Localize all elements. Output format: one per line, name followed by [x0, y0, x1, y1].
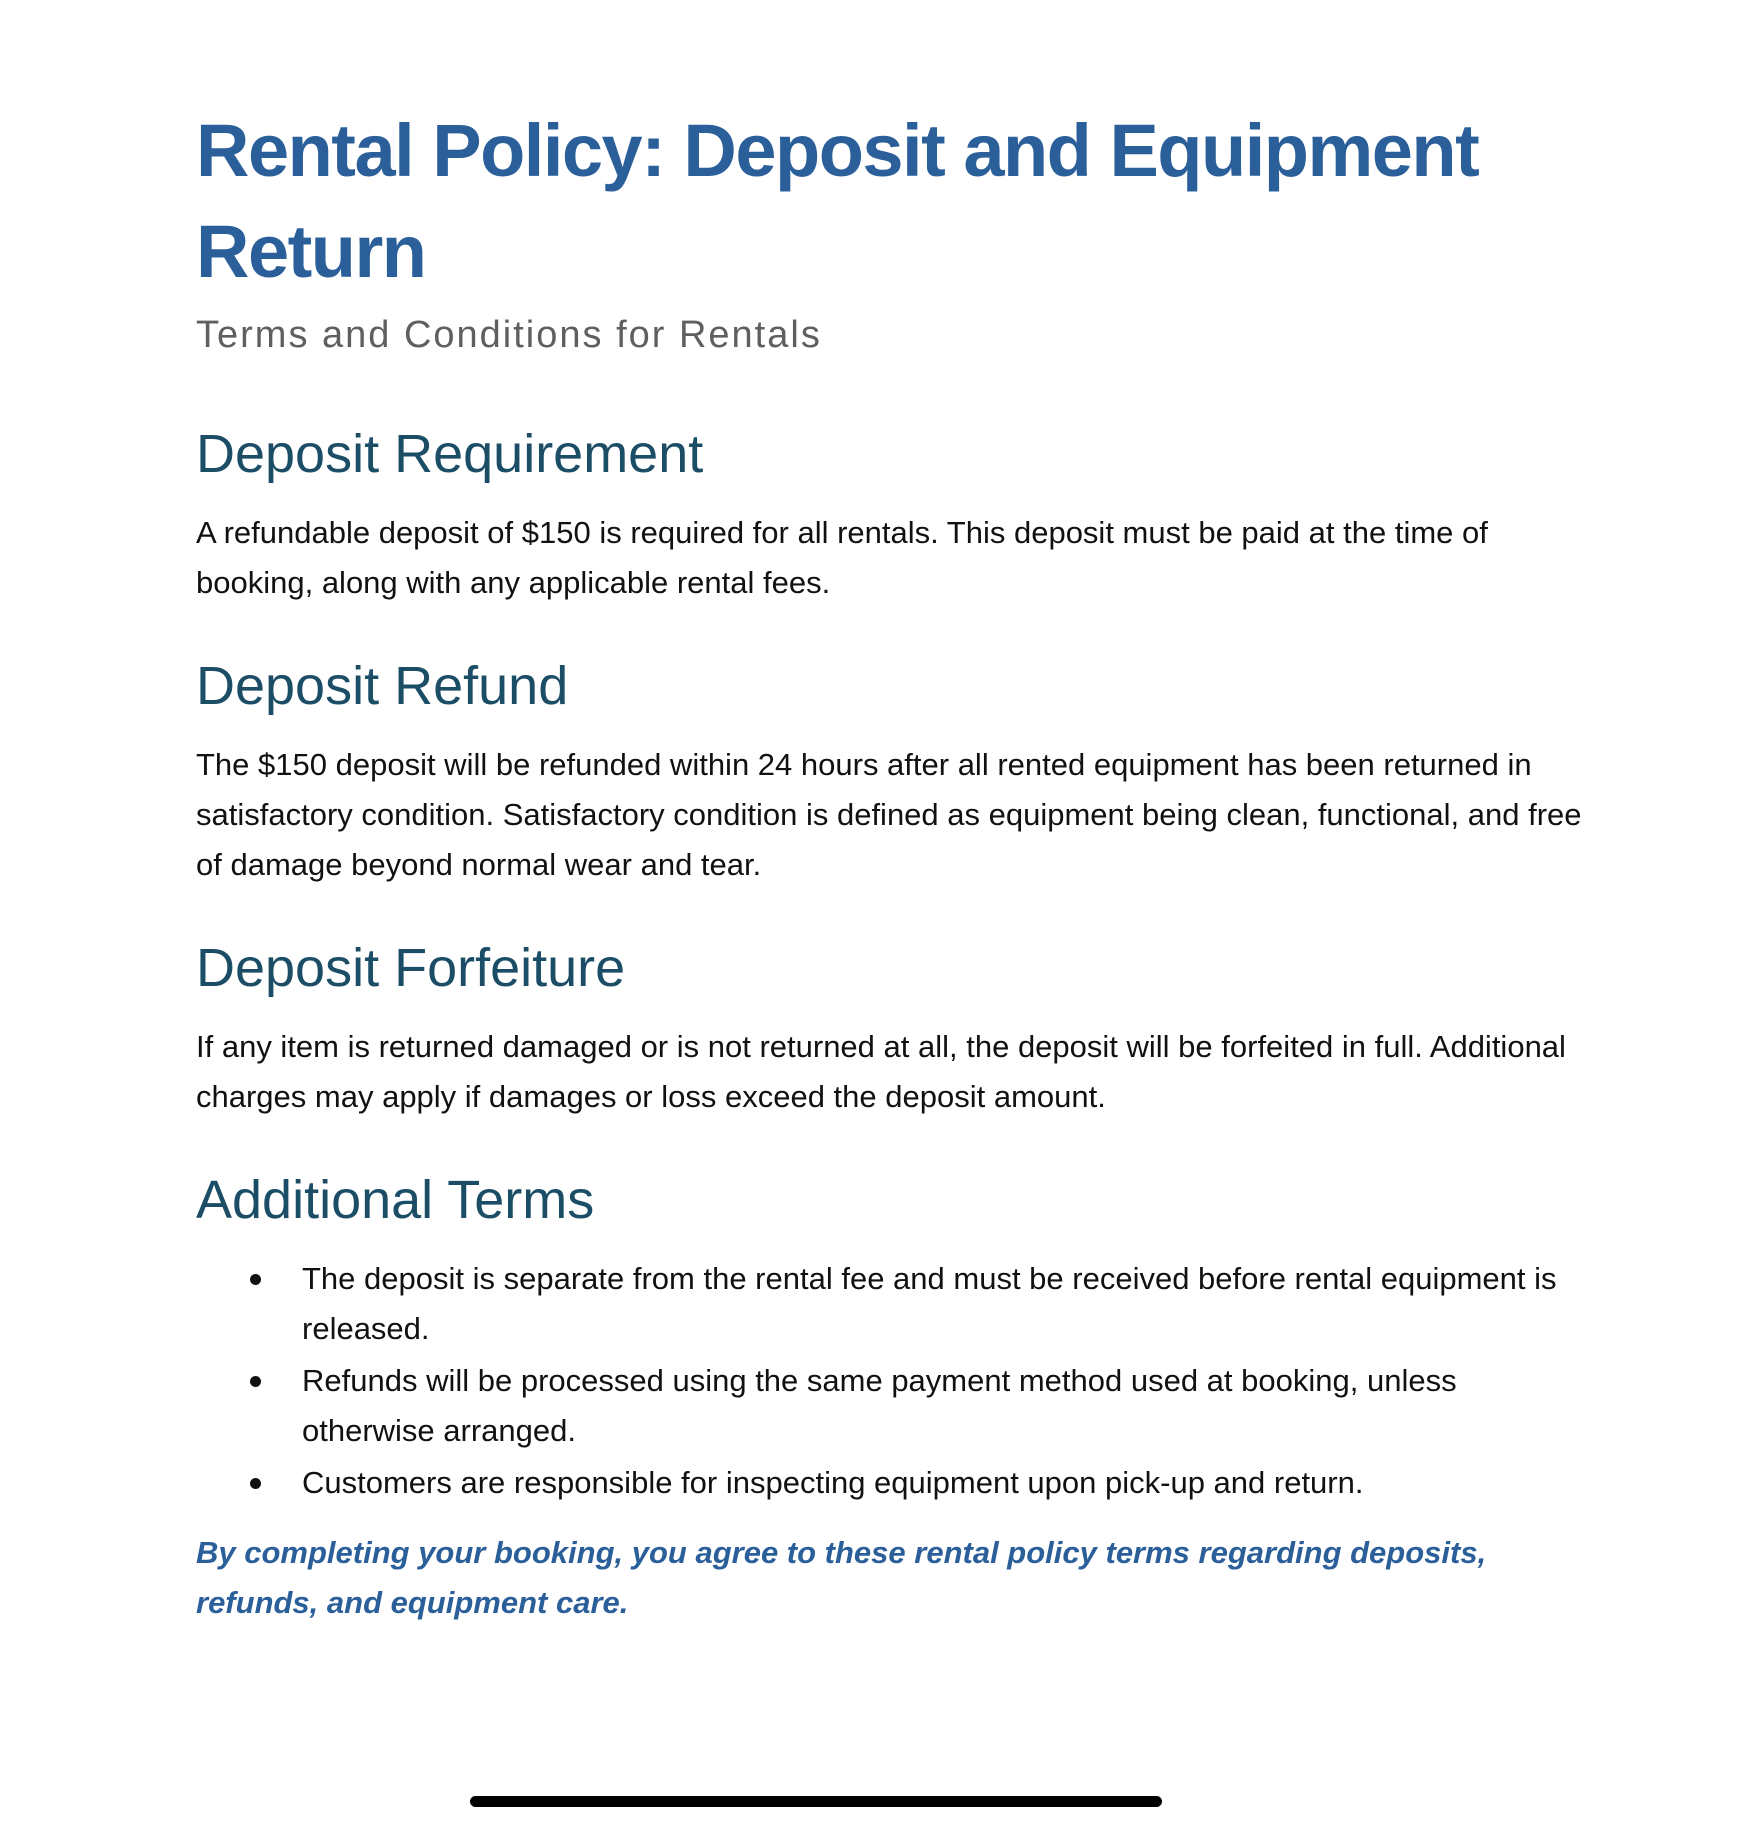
- list-item-text: Refunds will be processed using the same payment method used at booking, unless otherwise arranged.: [302, 1363, 1457, 1448]
- section-body: If any item is returned damaged or is not returned at all, the deposit will be forfeited in full. Additional charges may apply if damages or loss exceed the deposit amount.: [196, 1029, 1566, 1114]
- section-heading: Deposit Forfeiture: [196, 938, 626, 998]
- section-body: A refundable deposit of $150 is required for all rentals. This deposit must be paid at the time of booking, along with any applicable rental fees.: [196, 515, 1488, 600]
- closing-statement: By completing your booking, you agree to these rental policy terms regarding deposits, refunds, and equipment care.: [196, 1535, 1487, 1620]
- terms-list: [196, 1254, 1586, 1508]
- list-item-text: Customers are responsible for inspecting equipment upon pick-up and return.: [302, 1465, 1364, 1500]
- bullet-icon: [250, 1376, 261, 1387]
- section-additional-terms: [196, 1168, 1586, 1508]
- section-deposit-requirement: [196, 422, 1586, 608]
- list-item: [196, 1254, 1586, 1354]
- list-item: [196, 1458, 1586, 1508]
- section-deposit-forfeiture: [196, 936, 1586, 1122]
- section-deposit-refund: [196, 654, 1586, 890]
- section-heading: Deposit Refund: [196, 656, 569, 716]
- list-item-text: The deposit is separate from the rental fee and must be received before rental equipment is released.: [302, 1261, 1557, 1346]
- section-heading: Deposit Requirement: [196, 424, 704, 484]
- home-indicator[interactable]: [470, 1796, 1162, 1807]
- bullet-icon: [250, 1478, 261, 1489]
- section-heading: Additional Terms: [196, 1170, 595, 1230]
- bullet-icon: [250, 1274, 261, 1285]
- document-page: [196, 100, 1586, 1628]
- page-subtitle: Terms and Conditions for Rentals: [196, 314, 822, 356]
- page-title: Rental Policy: Deposit and Equipment Return: [196, 109, 1479, 293]
- section-body: The $150 deposit will be refunded within 24 hours after all rented equipment has been returned in satisfactory condition. Satisfactory condition is defined as equipment being clean, functional, and free of damage beyond normal wear and tear.: [196, 747, 1582, 882]
- list-item: [196, 1356, 1586, 1456]
